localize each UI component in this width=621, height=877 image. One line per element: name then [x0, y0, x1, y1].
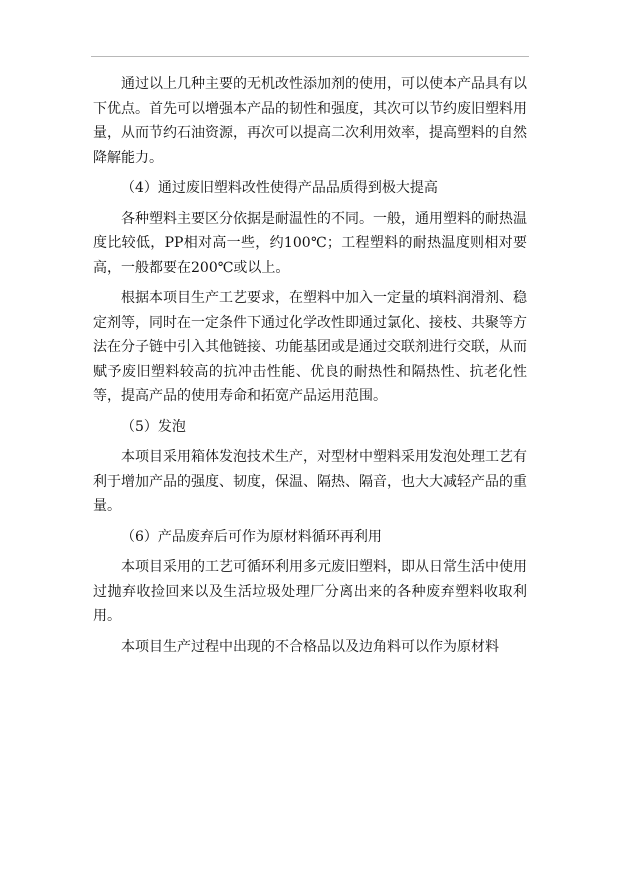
paragraph-heat-resistance: 各种塑料主要区分依据是耐温性的不同。一般，通用塑料的耐热温度比较低，PP相对高一些，约100℃；工程塑料的耐热温度则相对要高，一般都要在200℃或以上。 — [93, 210, 527, 276]
paragraph-rejects-reuse: 本项目生产过程中出现的不合格品以及边角料可以作为原材料 — [121, 638, 499, 655]
header-rule — [91, 56, 529, 57]
heading-6-recycling: （6）产品废弃后可作为原材料循环再利用 — [121, 528, 382, 545]
paragraph-chemical-modification: 根据本项目生产工艺要求，在塑料中加入一定量的填料润滑剂、稳定剂等，同时在一定条件下通过化学改性即通过氯化、接枝、共聚等方法在分子链中引入其他链接、功能基团或是通过交联剂进行交联，从而赋予废旧塑料较高的抗冲击性能、优良的耐热性和隔热性、抗老化性等，提高产品的使用寿命和拓宽产品运用范围。 — [93, 290, 527, 404]
heading-4-modification-quality: （4）通过废旧塑料改性使得产品品质得到极大提高 — [121, 180, 438, 196]
paragraph-additive-advantages: 通过以上几种主要的无机改性添加剂的使用，可以使本产品具有以下优点。首先可以增强本产品的韧性和强度，其次可以节约废旧塑料用量，从而节约石油资源，再次可以提高二次利用效率，提高塑料的自然降解能力。 — [93, 76, 527, 166]
heading-5-foaming: （5）发泡 — [121, 418, 186, 435]
paragraph-foaming-process: 本项目采用箱体发泡技术生产，对型材中塑料采用发泡处理工艺有利于增加产品的强度、韧度，保温、隔热、隔音，也大大减轻产品的重量。 — [93, 449, 527, 514]
document-body — [93, 72, 527, 659]
paragraph-recycled-plastics: 本项目采用的工艺可循环利用多元废旧塑料，即从日常生活中使用过抛弃收捡回来以及生活垃圾处理厂分离出来的各种废弃塑料收取利用。 — [93, 559, 527, 624]
